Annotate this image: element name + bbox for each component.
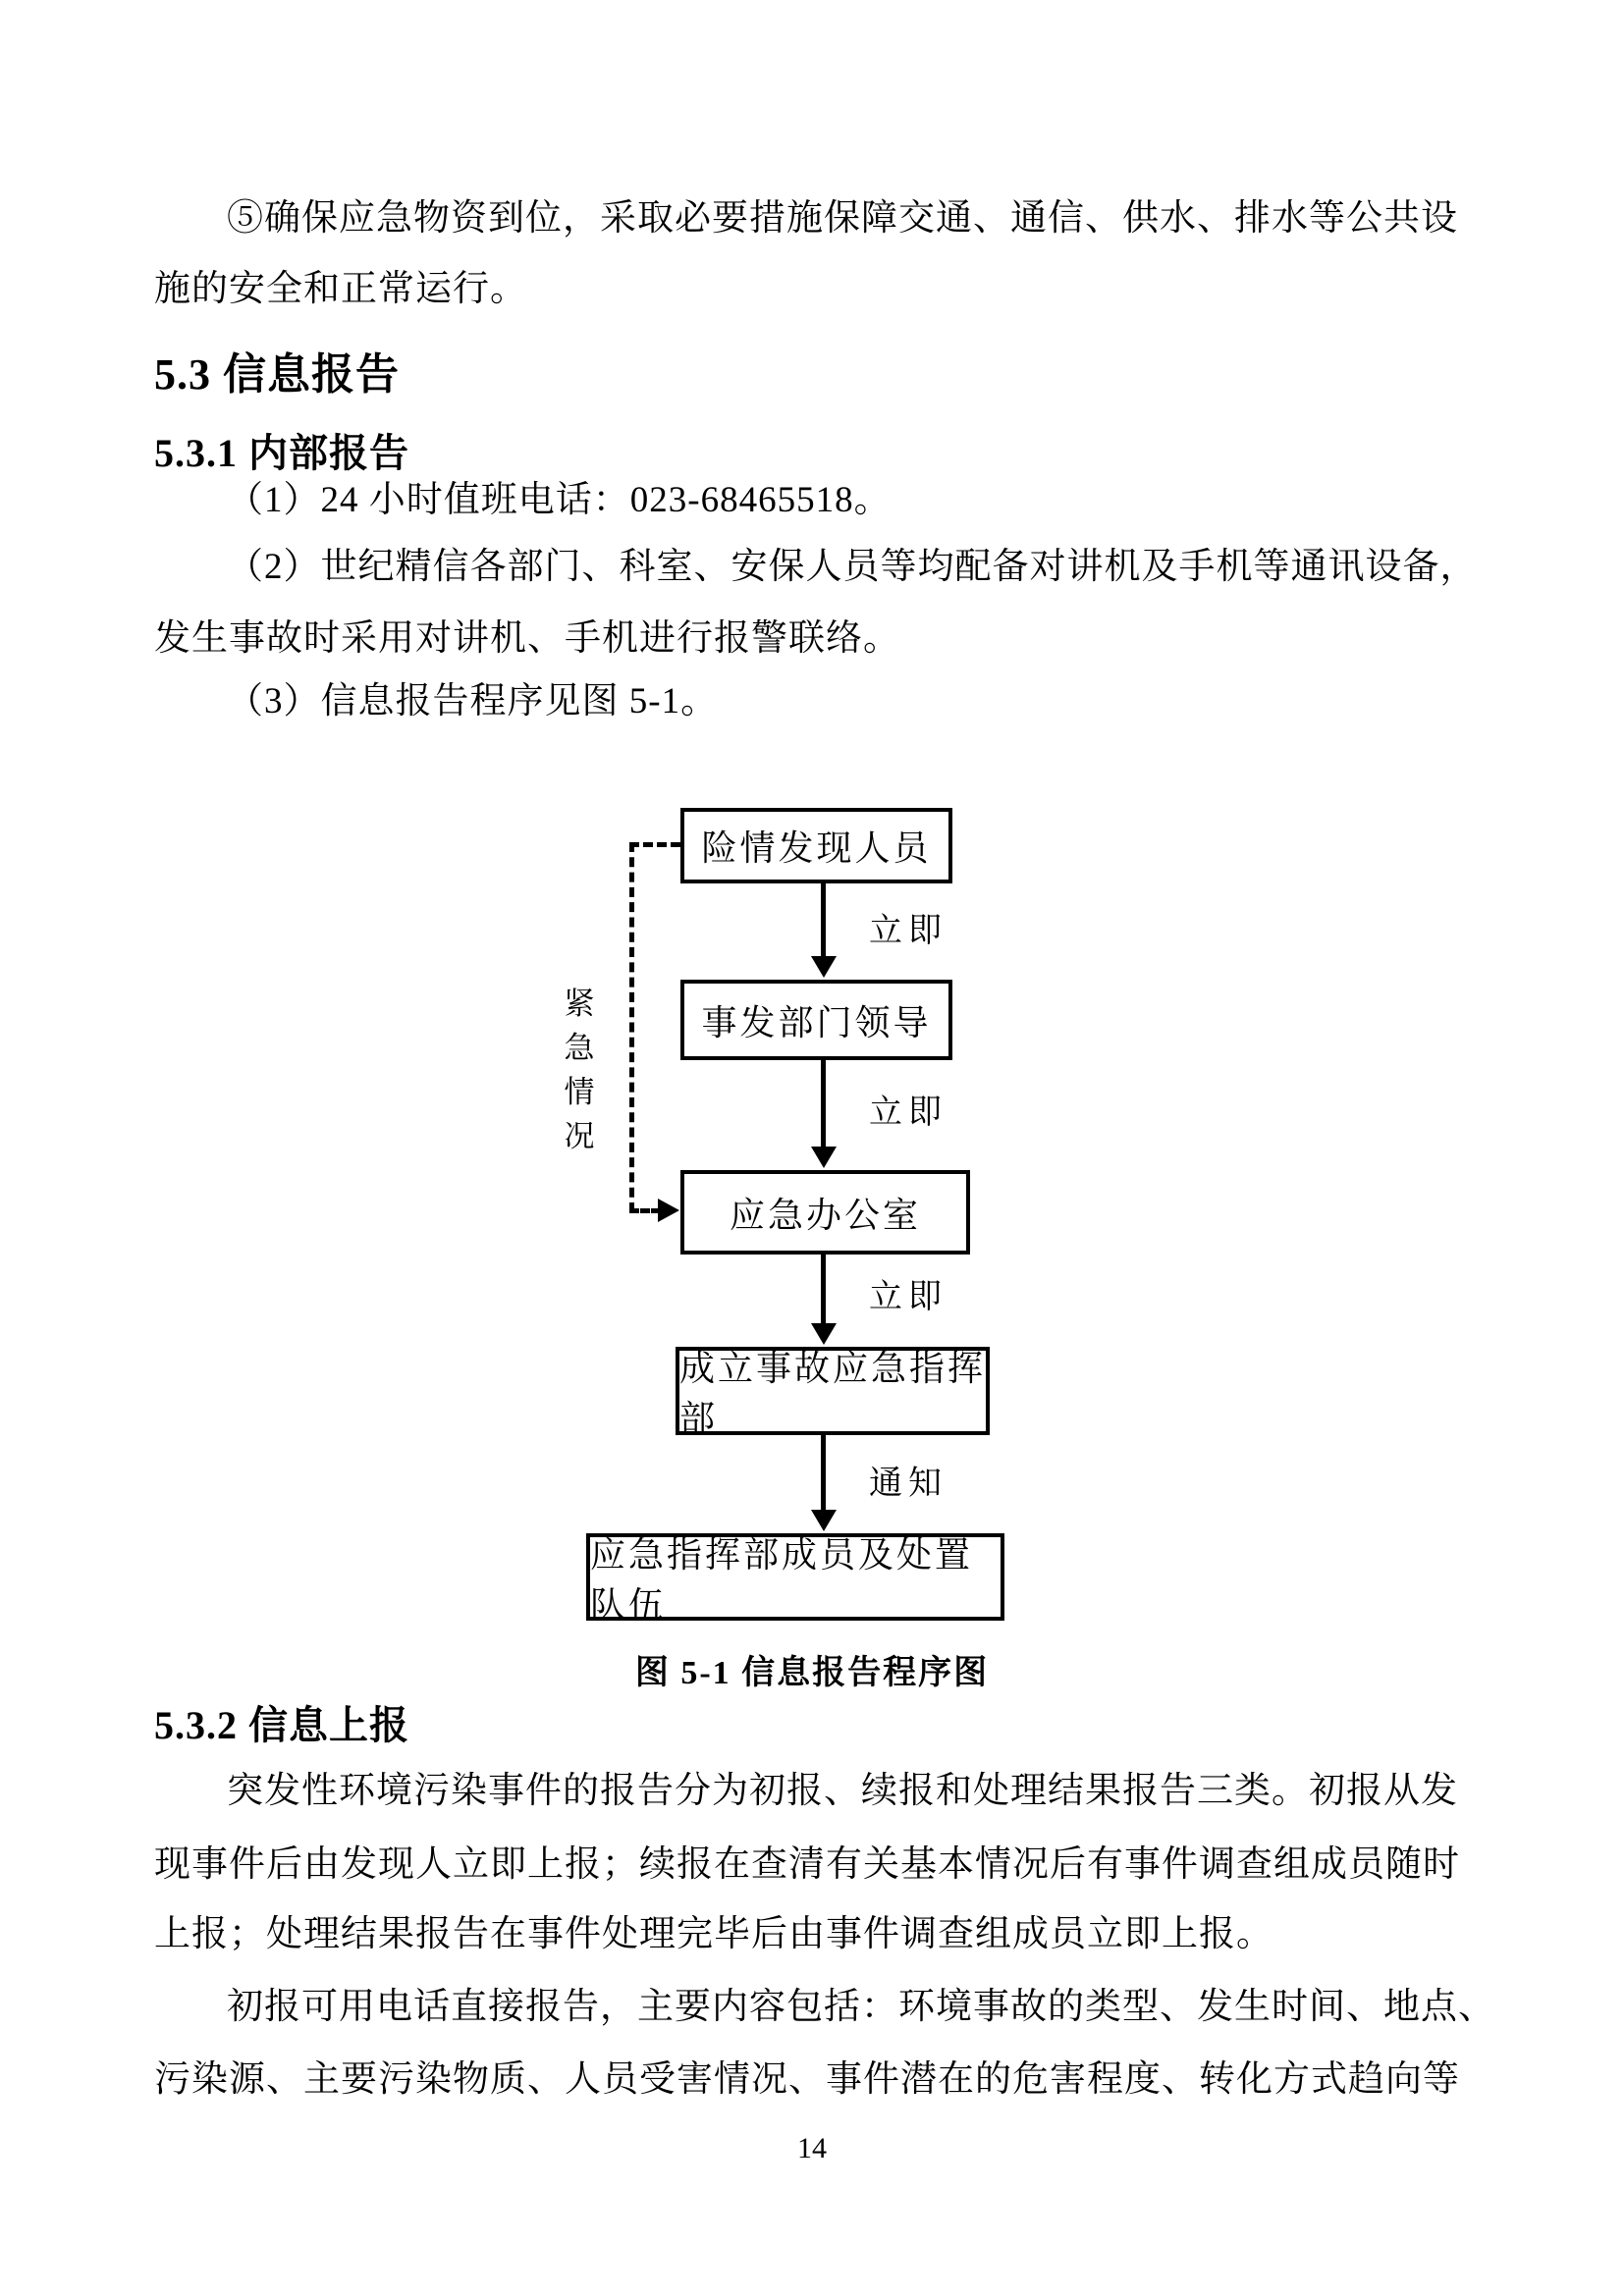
heading-5-3-1: 5.3.1 内部报告 [154, 431, 409, 475]
flowchart-node-label: 成立事故应急指挥部 [679, 1349, 987, 1438]
heading-5-3: 5.3 信息报告 [154, 350, 400, 399]
arrow-label-3: 立即 [869, 1279, 947, 1315]
dashed-arrowhead-icon [658, 1199, 679, 1222]
flowchart-node-members-teams [586, 1533, 1004, 1625]
page-number: 14 [797, 2132, 827, 2164]
dashed-connector-vertical [629, 842, 634, 1212]
paragraph-initial-line1: 初报可用电话直接报告，主要内容包括：环境事故的类型、发生时间、地点、 [227, 1987, 1495, 2027]
flowchart-node-label: 事发部门领导 [701, 1002, 932, 1042]
flowchart-arrow-3 [821, 1255, 826, 1325]
flowchart-arrow-4 [821, 1435, 826, 1512]
paragraph-intro-line2: 施的安全和正常运行。 [154, 269, 527, 309]
arrow-label-2: 立即 [869, 1095, 947, 1131]
dashed-connector-bottom [629, 1208, 661, 1213]
paragraph-initial-line2: 污染源、主要污染物质、人员受害情况、事件潜在的危害程度、转化方式趋向等 [154, 2059, 1460, 2100]
item-2-line1: （2）世纪精信各部门、科室、安保人员等均配备对讲机及手机等通讯设备， [227, 547, 1478, 587]
flowchart-node-department-leader [680, 980, 952, 1060]
paragraph-intro-line1: ⑤确保应急物资到位，采取必要措施保障交通、通信、供水、排水等公共设 [227, 198, 1458, 239]
flowchart-node-label: 应急办公室 [729, 1195, 921, 1235]
figure-caption: 图 5-1 信息报告程序图 [634, 1655, 990, 1691]
heading-5-3-2: 5.3.2 信息上报 [154, 1703, 409, 1747]
flowchart-node-label: 应急指挥部成员及处置队伍 [590, 1534, 974, 1625]
item-2-line2: 发生事故时采用对讲机、手机进行报警联络。 [154, 618, 900, 659]
arrowhead-down-icon [811, 956, 837, 978]
paragraph-report-line2: 现事件后由发现人立即上报；续报在查清有关基本情况后有事件调查组成员随时 [154, 1844, 1460, 1885]
flowchart-node-command-center [676, 1347, 990, 1438]
paragraph-report-line1: 突发性环境污染事件的报告分为初报、续报和处理结果报告三类。初报从发 [227, 1771, 1458, 1811]
flowchart-node-label: 险情发现人员 [701, 828, 932, 868]
paragraph-report-line3: 上报；处理结果报告在事件处理完毕后由事件调查组成员立即上报。 [154, 1914, 1273, 1954]
flowchart-side-label: 紧急情况 [564, 987, 595, 1153]
flowchart-node-emergency-office [680, 1170, 970, 1255]
flowchart-arrow-1 [821, 883, 826, 958]
flowchart-node-discoverer [680, 808, 952, 883]
item-1: （1）24 小时值班电话：023-68465518。 [227, 480, 892, 520]
arrowhead-down-icon [811, 1147, 837, 1168]
arrow-label-1: 立即 [869, 913, 947, 949]
flowchart-arrow-2 [821, 1060, 826, 1148]
dashed-connector-top [629, 842, 680, 847]
item-3: （3）信息报告程序见图 5-1。 [227, 681, 719, 721]
arrow-label-4: 通知 [869, 1466, 947, 1502]
